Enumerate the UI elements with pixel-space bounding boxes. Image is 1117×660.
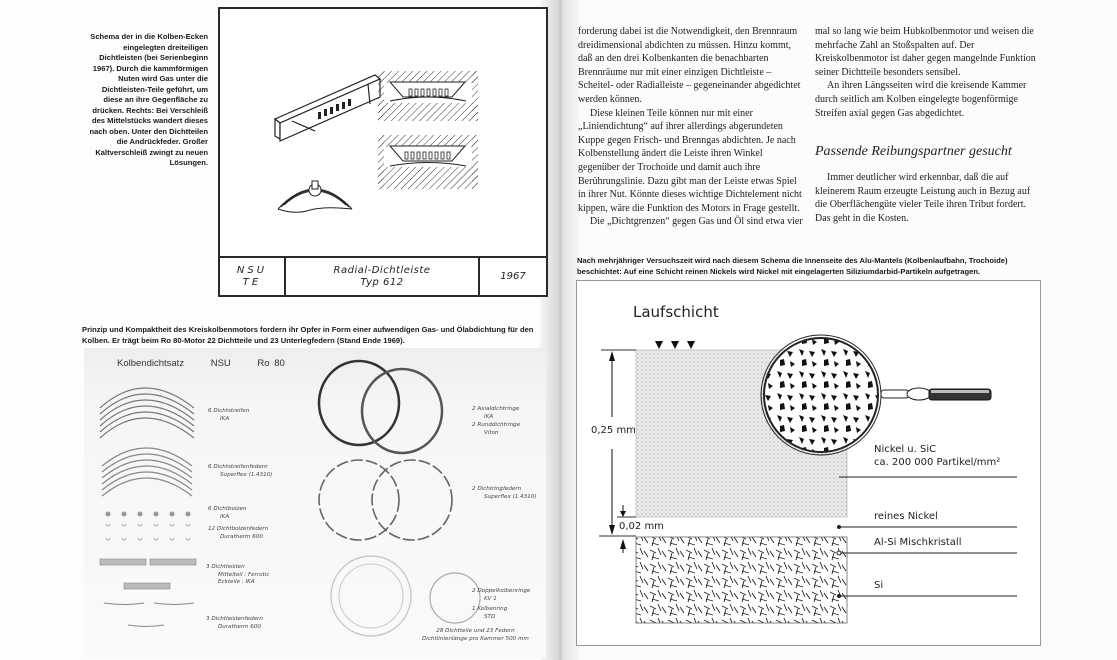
- drawing-year: 1967: [500, 270, 526, 282]
- label-dichtbolzenfedern: 12 Dichtbolzenfedern Duratherm 600: [208, 526, 269, 540]
- label-kolbenring: 1 Kolbenring STD: [472, 606, 508, 620]
- label-nickel-sic: Nickel u. SiC ca. 200 000 Partikel/mm²: [874, 444, 1001, 468]
- label-summary: 28 Dichtteile und 23 Federn Dichtlinienlänge pro Kammer 500 mm: [422, 628, 529, 642]
- title-block-title: [286, 258, 480, 295]
- paragraph: forderung dabei ist die Notwendigkeit, den Brennraum dreidimensional abdichten zu müssen. Hinzu kommt, daß an den drei Kolbenkanten die benachbarten Brennräume nur mit einer einzigen Dichtleiste – Scheitel- oder Radialleiste – gegeneinander abgedichtet werden können.: [578, 26, 801, 105]
- dimension-thin: 0,02 mm: [619, 521, 664, 532]
- drawing-title-block: [220, 256, 546, 295]
- part-type: Typ 612: [360, 276, 404, 288]
- seal-strip-illustration: [220, 9, 546, 258]
- label-alsi: Al-Si Mischkristall: [874, 537, 962, 548]
- label-doppelkolbenringe: 2 Doppelkolbenringe KV 1: [472, 588, 531, 602]
- part-name: Radial-Dichtleiste: [333, 264, 431, 276]
- kit-title-name: Kolbendichtsatz: [117, 358, 185, 369]
- drawing-caption: Schema der in die Kolben-Ecken eingelegten dreiteiligen Dichtleisten (bei Serienbeginn 1967). Durch die kammförmigen Nuten wird Gas unter die Dichtleisten-Teile geführt, um diese an ihre Gegenfläche zu drücken. Rechts: Bei Verschleiß des Mittelstücks wandert dieses nach oben. Unter den Dichtteilen die Andrückfeder. Großer Kaltverschleiß zwingt zu neuen Lösungen.: [89, 32, 208, 167]
- label-dichtstreifenfedern: 6 Dichtstreifenfedern Superflex (1.4310): [208, 464, 273, 478]
- maker-name: NSU: [236, 264, 268, 276]
- label-dichtringfedern: 2 Dichtringfedern Superflex (1.4310): [472, 486, 537, 500]
- label-dichtleisten: 3 Dichtleisten Mittelteil : Ferrotic Eckteile : IKA: [206, 564, 270, 585]
- label-si: Si: [874, 580, 884, 591]
- label-axialdichtringe: 2 Axialdichtringe IKA: [472, 406, 520, 420]
- paragraph: mal so lang wie beim Hubkolbenmotor und weisen die mehrfache Zahl an Stoßspalten auf. Der Kreiskolbenmotor ist daher gegen mangelnde Funktion seiner Dichtteile besonders sensibel.: [815, 26, 1036, 78]
- paragraph: An ihren Längsseiten wird die kreisende Kammer durch seitlich am Kolben eingelegte bogenförmige Streifen axial gegen Gas abgedichtet.: [815, 80, 1027, 119]
- label-reines-nickel: reines Nickel: [874, 511, 938, 522]
- text-column-2: [815, 25, 1043, 120]
- title-block-year: [480, 258, 546, 295]
- paragraph: Diese kleinen Teile können nur mit einer „Liniendichtung“ auf ihrer allerdings abgerundeten Kuppe gegen Frisch- und Brenngas abdichten. Je nach Kolbenstellung ändert die Leiste ihren Winkel gegenüber der Trochoide und damit auch ihre Berührungslinie. Dazu gibt man der Leiste etwas Spiel in ihrer Nut. Könnte dieses wichtige Dichtelement nicht kippen, wäre die Funktion des Motors in Frage gestellt.: [578, 107, 802, 214]
- label-runddichtringe: 2 Runddichtringe Viton: [472, 422, 521, 436]
- paragraph: Immer deutlicher wird erkennbar, daß die auf kleinerem Raum erzeugte Leistung auch in Bezug auf die Oberflächengüte vieler Teile ihren Tribut fordert. Das geht in die Kosten.: [815, 172, 1031, 224]
- label-dichtstreifen: 6 Dichtstreifen IKA: [208, 408, 250, 422]
- kit-title-maker: NSU: [210, 358, 231, 369]
- label-dichtleistenfedern: 3 Dichtleistenfedern Duratherm 600: [206, 616, 263, 630]
- dimension-thick: 0,25 mm: [591, 425, 636, 436]
- seal-kit-photo: [84, 348, 546, 658]
- text-column-1: [578, 25, 806, 229]
- coating-diagram: [576, 280, 1041, 646]
- text-column-2b: [815, 171, 1043, 225]
- diagram-title: Laufschicht: [633, 303, 719, 321]
- label-dichtbolzen: 6 Dichtbolzen IKA: [208, 506, 247, 520]
- kit-title-model: Ro 80: [257, 358, 285, 369]
- paragraph: Die „Dichtgrenzen“ gegen Gas und Öl sind etwa vier: [590, 216, 803, 228]
- title-block-maker: [220, 258, 286, 295]
- kit-caption: Prinzip und Kompaktheit des Kreiskolbenmotors fordern ihr Opfer in Form einer aufwendigen Gas- und Ölabdichtung für den Kolben. Er trägt beim Ro 80-Motor 22 Dichtteile und 23 Unterlegfedern (Stand Ende 1969).: [82, 325, 534, 345]
- technical-drawing: [218, 7, 548, 297]
- section-heading: Passende Reibungspartner gesucht: [815, 144, 1012, 159]
- maker-dept: TE: [242, 276, 262, 288]
- coating-caption: Nach mehrjähriger Versuchszeit wird nach diesem Schema die Innenseite des Alu-Mantels (Kolbenlaufbahn, Trochoide) beschichtet: Auf eine Schicht reinen Nickels wird Nickel mit eingelagerten Siliziumdarbid-Partikeln aufgetragen.: [577, 256, 1008, 276]
